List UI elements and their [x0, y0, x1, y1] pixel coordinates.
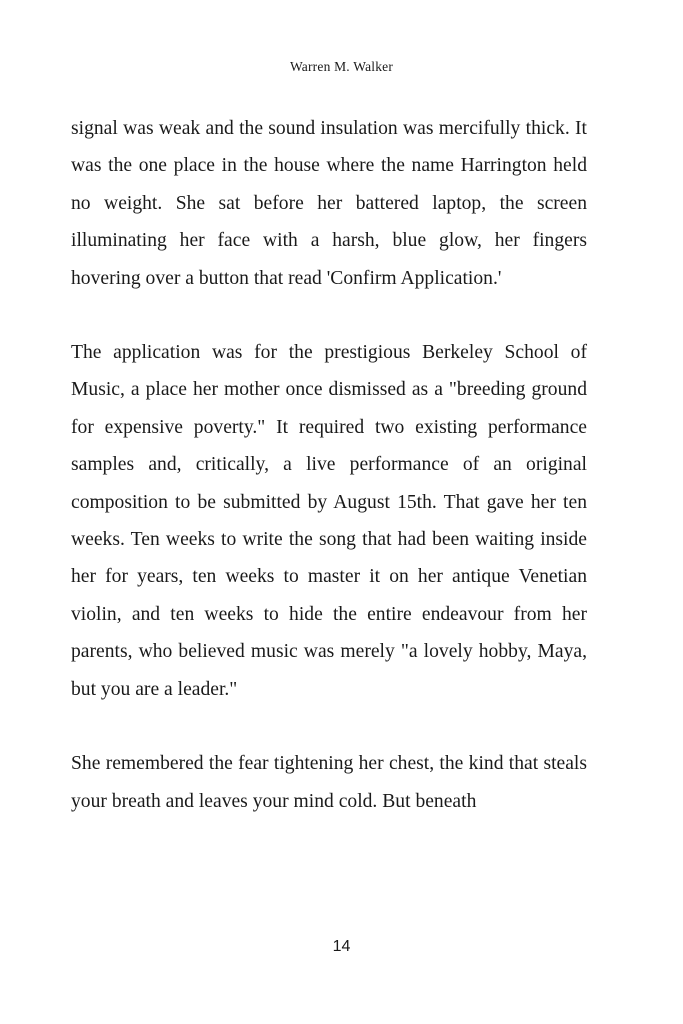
body-text-block	[71, 110, 587, 820]
page-number: 14	[332, 938, 351, 955]
paragraph: signal was weak and the sound insulation was mercifully thick. It was the one place in the house where the name Harrington held no weight. She sat before her battered laptop, the screen illuminating her face with a harsh, blue glow, her fingers hovering over a button that read 'Confirm Application.'	[71, 118, 587, 289]
running-header: Warren M. Walker	[289, 59, 394, 74]
paragraph: She remembered the fear tightening her chest, the kind that steals your breath and leaves your mind cold. But beneath	[71, 753, 587, 812]
paragraph: The application was for the prestigious Berkeley School of Music, a place her mother once dismissed as a "breeding ground for expensive poverty." It required two existing performance samples and, critically, a live performance of an original composition to be submitted by August 15th. That gave her ten weeks. Ten weeks to write the song that had been waiting inside her for years, ten weeks to master it on her antique Venetian violin, and ten weeks to hide the entire endeavour from her parents, who believed music was merely "a lovely hobby, Maya, but you are a leader."	[71, 342, 587, 700]
